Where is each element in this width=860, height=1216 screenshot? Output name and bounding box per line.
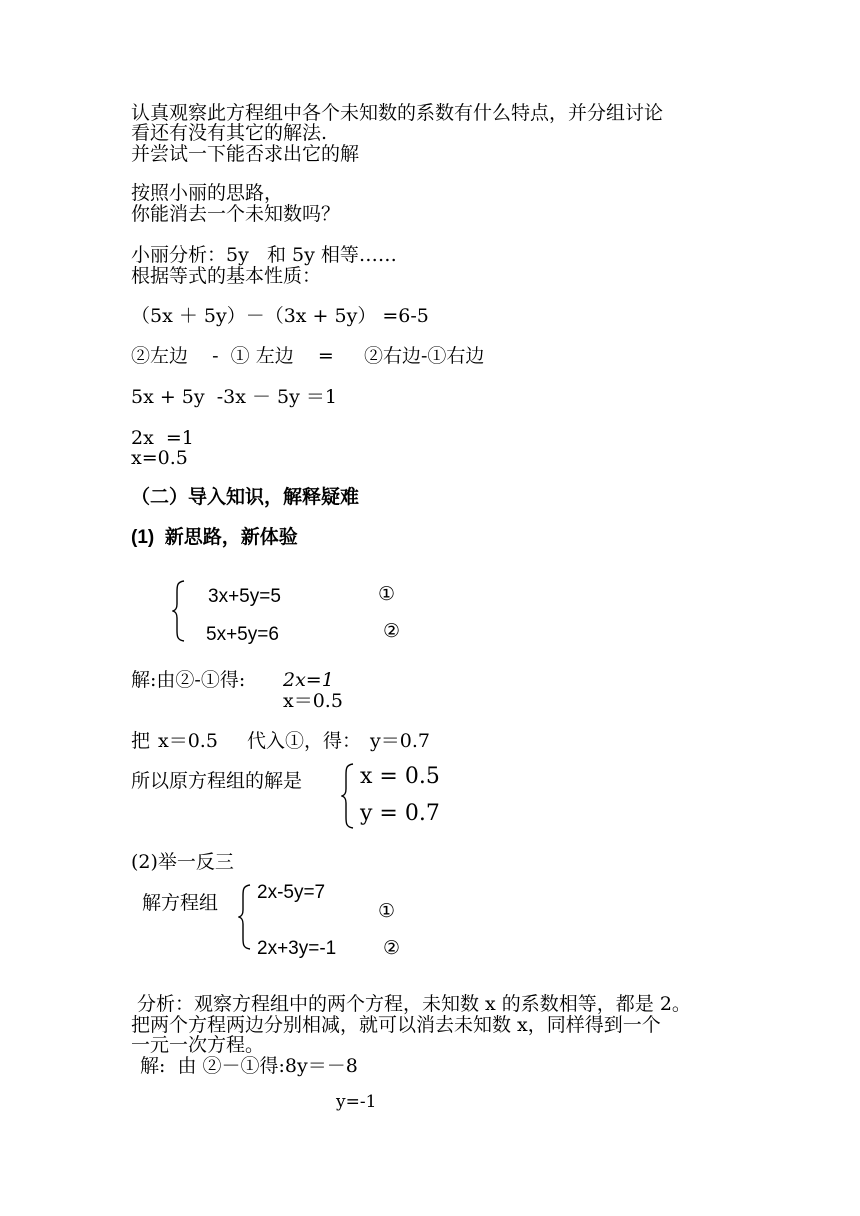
analysis2-line-5: y=-1	[336, 1092, 377, 1112]
answer-label: 所以原方程组的解是	[131, 770, 303, 792]
solution-step-2: x＝0.5	[283, 690, 343, 712]
analysis-equation-2: ②左边 - ① 左边 = ②右边-①右边	[131, 345, 485, 367]
system2-equation-b: 2x+3y=-1	[257, 938, 337, 959]
analysis-equation-4: 2x =1	[131, 427, 194, 449]
solution-step-1: 解:由②-①得:	[131, 669, 246, 691]
analysis2-line-2: 把两个方程两边分别相减，就可以消去未知数 x，同样得到一个	[131, 1014, 661, 1036]
analysis-equation-5: x=0.5	[131, 447, 188, 469]
left-brace-icon	[238, 884, 252, 950]
subsection-heading-2: (2)举一反三	[131, 851, 234, 873]
system2-mark-a: ①	[378, 901, 396, 922]
substitute-text: 代入①，得：	[247, 730, 362, 752]
hint-line-2: 你能消去一个未知数吗？	[131, 203, 341, 225]
analysis2-line-3: 一元一次方程。	[131, 1034, 265, 1056]
intro-line-1: 认真观察此方程组中各个未知数的系数有什么特点，并分组讨论	[131, 102, 664, 124]
analysis2-line-4: 解: 由 ②－①得:8y＝－8	[140, 1055, 358, 1077]
substitute-prefix: 把	[131, 730, 151, 752]
left-brace-icon	[172, 580, 186, 642]
system2-equation-a: 2x-5y=7	[257, 882, 326, 903]
substitute-value: x＝0.5	[158, 730, 218, 752]
intro-line-2: 看还有没有其它的解法.	[131, 122, 328, 144]
analysis-equation-1: （5x ＋ 5y）－（3x + 5y） =6-5	[131, 305, 429, 327]
analysis2-line-1: 分析：观察方程组中的两个方程，未知数 x 的系数相等，都是 2。	[137, 993, 691, 1015]
system1-mark-a: ①	[378, 584, 396, 605]
left-brace-icon	[341, 763, 355, 829]
analysis-equation-3: 5x + 5y -3x － 5y ＝1	[131, 386, 337, 408]
section-heading: （二）导入知识，解释疑难	[131, 487, 360, 508]
system1-mark-b: ②	[383, 621, 401, 642]
system2-label: 解方程组	[142, 892, 219, 914]
system2-mark-b: ②	[383, 938, 401, 959]
hint-line-1: 按照小丽的思路，	[131, 182, 284, 204]
intro-line-3: 并尝试一下能否求出它的解	[131, 143, 360, 165]
analysis-line-2: 根据等式的基本性质：	[131, 265, 322, 287]
answer-y: y = 0.7	[360, 801, 440, 826]
substitute-result: y＝0.7	[370, 730, 430, 752]
system1-equation-a: 3x+5y=5	[208, 586, 281, 607]
answer-x: x = 0.5	[360, 764, 440, 789]
system1-equation-b: 5x+5y=6	[206, 624, 279, 645]
analysis-line-1: 小丽分析：5y 和 5y 相等……	[131, 244, 397, 266]
solution-step-1-equation: 2x=1	[283, 669, 334, 691]
subsection-heading-1: (1) 新思路，新体验	[131, 527, 298, 548]
